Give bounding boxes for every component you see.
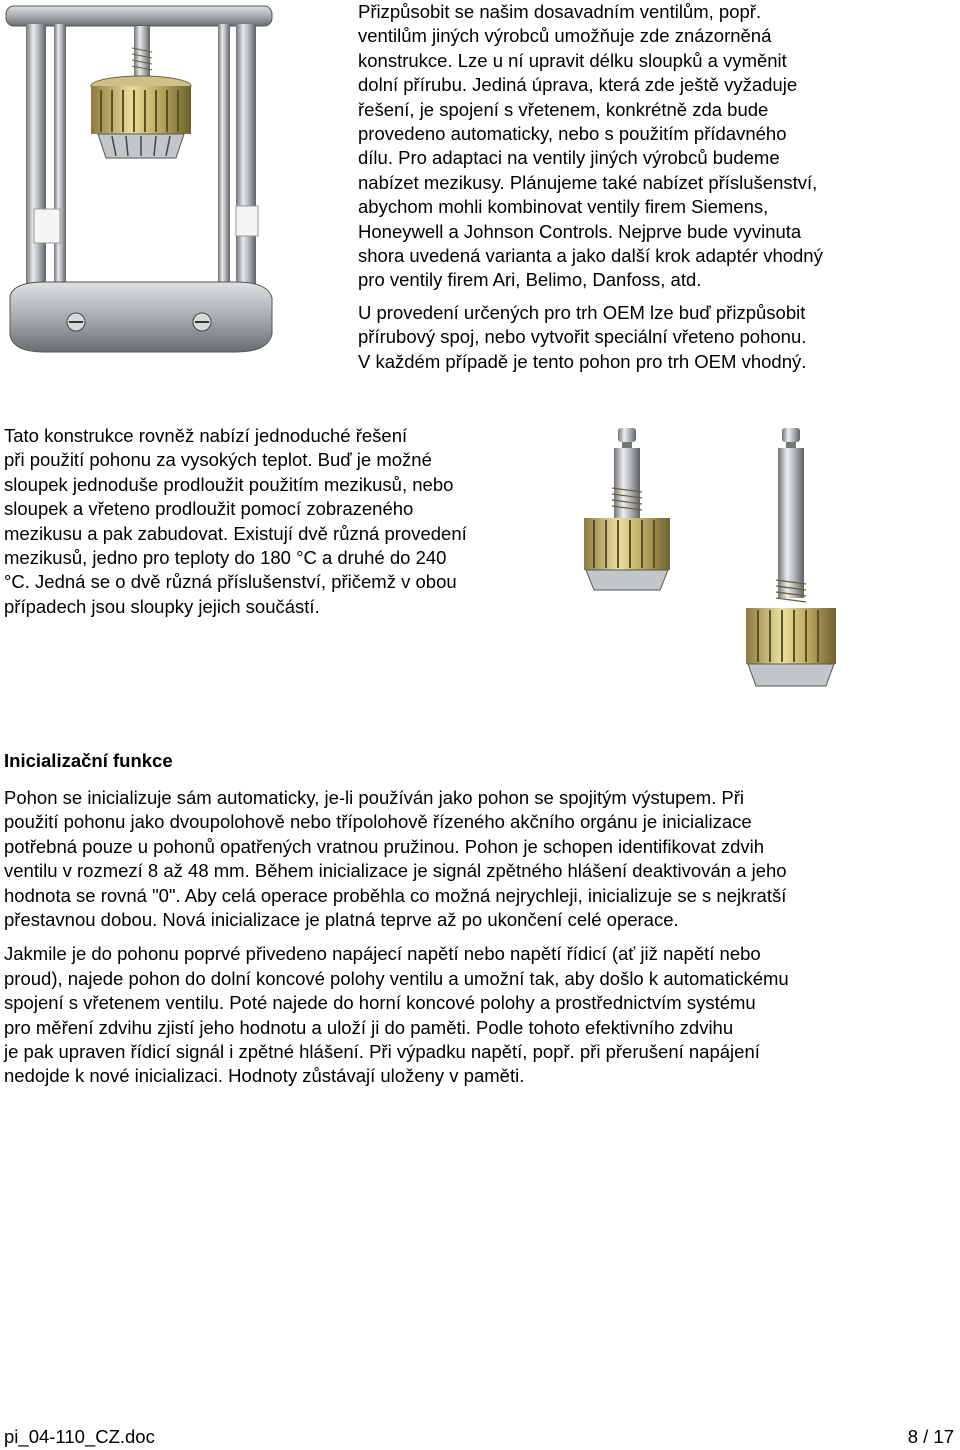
initialization-paragraph-1: Pohon se inicializuje sám automaticky, je-li používán jako pohon se spojitým výstupem. Při použití pohonu jako dvoupolohově nebo třípolohově řízeného akčního orgánu je inicializace potřebná pouze u pohonů opatřených vratnou pružinou. Pohon je schopen identifikovat zdvih ventilu v rozmezí 8 až 48 mm. Během inicializace je signál zpětného hlášení deaktivován a jeho hodnota se rovná "0". Aby celá operace proběhla co možná nejrychleji, inicializuje se s nejkratší přestavnou dobou. Nová inicializace je platná teprve až po ukončení celé operace. — [4, 787, 787, 931]
initialization-text-block — [4, 786, 954, 1089]
initialization-paragraph-2: Jakmile je do pohonu poprvé přivedeno napájecí napětí nebo napětí řídicí (ať již napětí nebo proud), najede pohon do dolní koncové polohy ventilu a umožní tak, aby došlo k automatickému spojení s vřetenem ventilu. Poté najede do horní koncové polohy a prostřednictvím systému pro měření zdvihu zjistí jeho hodnotu a uloží ji do paměti. Podle tohoto efektivního zdvihu je pak upraven řídicí signál i zpětné hlášení. Při výpadku napětí, popř. při přerušení napájení nedojde k nové inicializaci. Hodnoty zůstávají uloženy v paměti. — [4, 943, 789, 1087]
intro-text-block — [358, 0, 958, 374]
high-temperature-text-block — [4, 424, 554, 619]
intro-paragraph-1: Přizpůsobit se našim dosavadním ventilům, popř. ventilům jiných výrobců umožňuje zde znázorněná konstrukce. Lze u ní upravit délku sloupků a vyměnit dolní přírubu. Jediná úprava, která zde ještě vyžaduje řešení, je spojení s vřetenem, konkrétně zda bude provedeno automaticky, nebo s použitím přídavného dílu. Pro adaptaci na ventily jiných výrobců budeme nabízet mezikusy. Plánujeme také nabízet příslušenství, abychom mohli kombinovat ventily firem Siemens, Honeywell a Johnson Controls. Nejprve bude vyvinuta shora uvedená varianta a jako další krok adaptér vhodný pro ventily firem Ari, Belimo, Danfoss, atd. — [358, 1, 823, 291]
yoke-frame-photo — [4, 4, 276, 356]
footer-page-number: 8 / 17 — [907, 1426, 954, 1447]
intro-paragraph-oem: U provedení určených pro trh OEM lze buď přizpůsobit přírubový spoj, nebo vytvořit speciální vřeteno pohonu. V každém případě je tento pohon pro trh OEM vhodný. — [358, 301, 807, 372]
footer-doc-name: pi_04-110_CZ.doc — [4, 1426, 155, 1447]
initialization-heading: Inicializační funkce — [4, 750, 173, 771]
high-temperature-paragraph: Tato konstrukce rovněž nabízí jednoduché řešení při použití pohonu za vysokých teplot. Buď je možné sloupek jednoduše prodloužit použitím mezikusů, nebo sloupek a vřeteno prodloužit pomocí zobrazeného mezikusu a pak zabudovat. Existují dvě různá provedení mezikusů, jedno pro teploty do 180 °C a druhé do 240 °C. Jedná se o dvě různá příslušenství, přičemž v obou případech jsou sloupky jejich součástí. — [4, 425, 467, 617]
spindle-extension-photo — [570, 422, 862, 700]
